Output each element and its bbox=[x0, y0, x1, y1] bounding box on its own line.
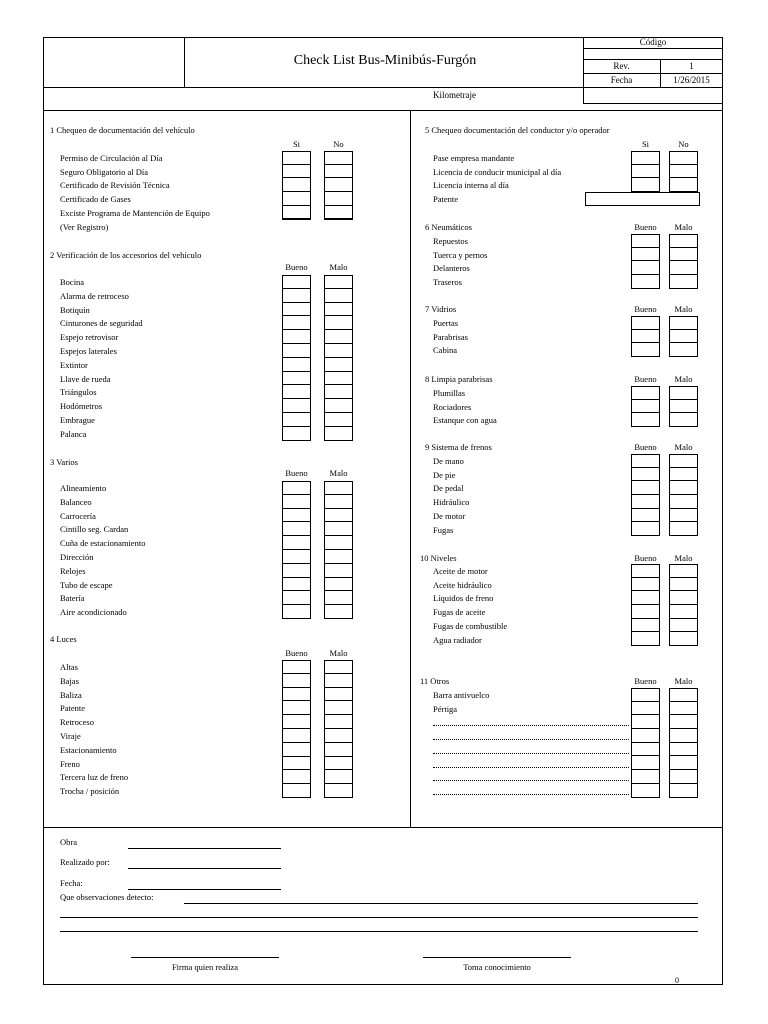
check-cell[interactable] bbox=[324, 481, 353, 495]
check-cell[interactable] bbox=[282, 399, 311, 413]
checklist-item-label: De pedal bbox=[433, 483, 464, 494]
check-cell[interactable] bbox=[669, 481, 698, 495]
check-cell[interactable] bbox=[324, 605, 353, 619]
check-cell[interactable] bbox=[324, 275, 353, 289]
rev-label: Rev. bbox=[613, 61, 630, 71]
check-cell[interactable] bbox=[669, 743, 698, 757]
check-cell[interactable] bbox=[669, 770, 698, 784]
checklist-item-label: Cintillo seg. Cardan bbox=[60, 524, 129, 535]
form-frame bbox=[43, 37, 723, 985]
fecha-label: Fecha bbox=[610, 75, 633, 85]
checklist-item-label: Hodómetros bbox=[60, 401, 103, 412]
check-cell[interactable] bbox=[282, 330, 311, 344]
check-cell[interactable] bbox=[324, 770, 353, 784]
check-cell[interactable] bbox=[324, 674, 353, 688]
check-cell[interactable] bbox=[631, 386, 660, 400]
check-cell[interactable] bbox=[282, 688, 311, 702]
check-cell[interactable] bbox=[324, 688, 353, 702]
section-title: 3 Varios bbox=[50, 457, 78, 467]
check-cell[interactable] bbox=[282, 591, 311, 605]
checklist-item-label: Tuerca y pernos bbox=[433, 249, 488, 260]
checklist-item-label: Cinturones de seguridad bbox=[60, 318, 143, 329]
check-cell[interactable] bbox=[669, 386, 698, 400]
checklist-item-label: Hidráulico bbox=[433, 497, 470, 508]
checklist-item-label: Exciste Programa de Mantención de Equipo bbox=[60, 207, 210, 218]
checklist-item-label: Balanceo bbox=[60, 496, 92, 507]
observaciones-line[interactable] bbox=[60, 931, 698, 932]
check-cell[interactable] bbox=[282, 743, 311, 757]
check-cell[interactable] bbox=[631, 688, 660, 702]
check-cell[interactable] bbox=[324, 578, 353, 592]
checklist-item-label: Delanteros bbox=[433, 263, 470, 274]
checklist-item-label: De motor bbox=[433, 510, 466, 521]
check-cell[interactable] bbox=[282, 564, 311, 578]
toma-label: Toma conocimiento bbox=[463, 962, 531, 972]
check-cell[interactable] bbox=[282, 550, 311, 564]
check-cell[interactable] bbox=[669, 468, 698, 482]
check-cell[interactable] bbox=[631, 591, 660, 605]
column-header: Malo bbox=[674, 374, 693, 384]
checklist-item-label: Batería bbox=[60, 593, 85, 604]
check-cell[interactable] bbox=[669, 633, 698, 647]
checklist-item-label: Estacionamiento bbox=[60, 744, 117, 755]
check-cell[interactable] bbox=[669, 413, 698, 427]
check-cell[interactable] bbox=[631, 729, 660, 743]
rev-value: 1 bbox=[689, 61, 694, 71]
checklist-item-label: Cabina bbox=[433, 345, 458, 356]
column-header: No bbox=[678, 139, 689, 149]
check-cell[interactable] bbox=[631, 261, 660, 275]
check-cell[interactable] bbox=[669, 248, 698, 262]
check-cell[interactable] bbox=[669, 784, 698, 798]
check-cell[interactable] bbox=[631, 770, 660, 784]
check-cell[interactable] bbox=[669, 234, 698, 248]
check-cell[interactable] bbox=[282, 522, 311, 536]
check-cell[interactable] bbox=[324, 729, 353, 743]
check-cell[interactable] bbox=[324, 385, 353, 399]
section-title: 8 Limpia parabrisas bbox=[425, 374, 493, 384]
check-cell[interactable] bbox=[282, 358, 311, 372]
checklist-item-label: Plumillas bbox=[433, 388, 466, 398]
column-header: Bueno bbox=[634, 553, 657, 563]
checklist-item-label: Extintor bbox=[60, 359, 88, 370]
header-rule bbox=[583, 59, 723, 60]
check-cell[interactable] bbox=[324, 564, 353, 578]
check-cell[interactable] bbox=[282, 784, 311, 798]
checklist-item-label: Bajas bbox=[60, 675, 79, 686]
check-cell[interactable] bbox=[669, 151, 698, 165]
kilometraje-label: Kilometraje bbox=[433, 90, 476, 100]
checklist-item-label: Pase empresa mandante bbox=[433, 153, 515, 163]
check-cell[interactable] bbox=[324, 413, 353, 427]
check-cell[interactable] bbox=[631, 523, 660, 537]
checklist-item-label: Palanca bbox=[60, 428, 87, 439]
check-cell[interactable] bbox=[669, 715, 698, 729]
check-cell[interactable] bbox=[324, 427, 353, 441]
section-title: 1 Chequeo de documentación del vehículo bbox=[50, 125, 195, 135]
checklist-item-label: Permiso de Circulación al Día bbox=[60, 153, 163, 163]
check-cell[interactable] bbox=[282, 427, 311, 441]
check-cell[interactable] bbox=[669, 454, 698, 468]
toma-line[interactable] bbox=[423, 957, 571, 958]
section-title: 2 Verificación de los accesorios del vehículo bbox=[50, 250, 202, 260]
check-cell[interactable] bbox=[669, 343, 698, 357]
column-header: Malo bbox=[674, 442, 693, 452]
column-header: Malo bbox=[674, 676, 693, 686]
check-cell[interactable] bbox=[631, 330, 660, 344]
check-cell[interactable] bbox=[282, 536, 311, 550]
column-header: Malo bbox=[674, 222, 693, 232]
check-cell[interactable] bbox=[282, 701, 311, 715]
column-header: Bueno bbox=[634, 222, 657, 232]
section-title: 5 Chequeo documentación del conductor y/o operador bbox=[425, 125, 610, 135]
check-cell[interactable] bbox=[631, 509, 660, 523]
realizado-field[interactable] bbox=[128, 868, 281, 869]
checklist-item-label: Licencia de conducir municipal al día bbox=[433, 166, 562, 177]
check-cell[interactable] bbox=[669, 330, 698, 344]
checklist-item-label: Dirección bbox=[60, 552, 94, 562]
check-cell[interactable] bbox=[631, 151, 660, 165]
check-cell[interactable] bbox=[631, 605, 660, 619]
check-cell[interactable] bbox=[282, 729, 311, 743]
check-cell[interactable] bbox=[324, 550, 353, 564]
check-cell[interactable] bbox=[631, 400, 660, 414]
check-cell[interactable] bbox=[631, 248, 660, 262]
checklist-item-label: Cuña de estacionamiento bbox=[60, 538, 146, 549]
check-cell[interactable] bbox=[631, 413, 660, 427]
page-title: Check List Bus-Minibús-Furgón bbox=[293, 53, 477, 68]
column-header: Malo bbox=[674, 553, 693, 563]
check-cell[interactable] bbox=[631, 178, 660, 192]
check-cell[interactable] bbox=[282, 495, 311, 509]
check-cell[interactable] bbox=[324, 372, 353, 386]
check-cell[interactable] bbox=[324, 701, 353, 715]
check-cell[interactable] bbox=[631, 275, 660, 289]
checklist-item-label: Espejos laterales bbox=[60, 346, 117, 356]
checklist-item-label: Freno bbox=[60, 758, 80, 769]
column-header: Bueno bbox=[285, 262, 308, 272]
check-cell[interactable] bbox=[631, 619, 660, 633]
check-cell[interactable] bbox=[282, 372, 311, 386]
checklist-item-label: De pie bbox=[433, 469, 456, 480]
check-cell[interactable] bbox=[282, 385, 311, 399]
checklist-item-label: Fugas bbox=[433, 524, 454, 535]
check-cell[interactable] bbox=[669, 591, 698, 605]
check-cell[interactable] bbox=[631, 784, 660, 798]
checklist-item-label: Traseros bbox=[433, 277, 462, 288]
checklist-item-label: Licencia interna al día bbox=[433, 180, 509, 191]
column-header: Bueno bbox=[634, 676, 657, 686]
fecha-footer-label: Fecha: bbox=[60, 878, 83, 888]
check-cell[interactable] bbox=[669, 757, 698, 771]
check-cell[interactable] bbox=[631, 481, 660, 495]
header-rule bbox=[43, 87, 583, 88]
checklist-item-label: Líquidos de freno bbox=[433, 593, 494, 604]
check-cell[interactable] bbox=[631, 454, 660, 468]
check-cell[interactable] bbox=[669, 619, 698, 633]
check-cell[interactable] bbox=[282, 481, 311, 495]
check-cell[interactable] bbox=[324, 660, 353, 674]
patente-field[interactable] bbox=[585, 192, 700, 206]
blank-entry-line[interactable] bbox=[433, 780, 629, 781]
check-cell[interactable] bbox=[669, 523, 698, 537]
checklist-item-label: Embrague bbox=[60, 415, 95, 425]
check-cell[interactable] bbox=[282, 178, 311, 192]
column-header: Si bbox=[641, 139, 650, 149]
check-cell[interactable] bbox=[324, 151, 353, 165]
check-cell[interactable] bbox=[631, 633, 660, 647]
checklist-item-label: Bocina bbox=[60, 277, 85, 287]
check-cell[interactable] bbox=[669, 495, 698, 509]
section-title: 4 Luces bbox=[50, 634, 77, 644]
check-cell[interactable] bbox=[324, 289, 353, 303]
check-cell[interactable] bbox=[324, 165, 353, 179]
checklist-item-label: Aceite hidráulico bbox=[433, 579, 492, 590]
check-cell[interactable] bbox=[669, 178, 698, 192]
check-cell[interactable] bbox=[669, 702, 698, 716]
blank-entry-line[interactable] bbox=[433, 753, 629, 754]
column-header: Bueno bbox=[285, 648, 308, 658]
checklist-item-label: Trocha / posición bbox=[60, 786, 120, 797]
check-cell[interactable] bbox=[631, 757, 660, 771]
check-cell[interactable] bbox=[324, 192, 353, 206]
checklist-item-label: Fugas de combustible bbox=[433, 620, 508, 631]
header-rule bbox=[583, 73, 723, 74]
check-cell[interactable] bbox=[324, 509, 353, 523]
check-cell[interactable] bbox=[324, 784, 353, 798]
checklist-item-label: Puertas bbox=[433, 318, 459, 328]
checklist-item-label: Tercera luz de freno bbox=[60, 772, 129, 783]
check-cell[interactable] bbox=[631, 495, 660, 509]
checklist-item-label: Repuestos bbox=[433, 236, 468, 246]
check-cell[interactable] bbox=[669, 564, 698, 578]
check-cell[interactable] bbox=[631, 234, 660, 248]
checklist-item-label: Retroceso bbox=[60, 717, 94, 728]
check-cell[interactable] bbox=[282, 660, 311, 674]
check-cell[interactable] bbox=[282, 674, 311, 688]
checklist-item-label: Barra antivuelco bbox=[433, 690, 490, 700]
check-cell[interactable] bbox=[631, 343, 660, 357]
header-divider bbox=[184, 37, 185, 87]
blank-entry-line[interactable] bbox=[433, 794, 629, 795]
check-cell[interactable] bbox=[324, 757, 353, 771]
check-cell[interactable] bbox=[669, 261, 698, 275]
column-divider bbox=[410, 110, 411, 827]
check-cell[interactable] bbox=[282, 757, 311, 771]
check-cell[interactable] bbox=[282, 275, 311, 289]
header-rule bbox=[583, 87, 723, 88]
header-rule bbox=[583, 103, 723, 104]
realizado-label: Realizado por: bbox=[60, 857, 110, 867]
check-cell[interactable] bbox=[324, 316, 353, 330]
checklist-item-label: (Ver Registro) bbox=[60, 221, 109, 232]
checklist-item-label: Baliza bbox=[60, 689, 82, 700]
checklist-item-label: Certificado de Revisión Técnica bbox=[60, 180, 170, 191]
column-header: Bueno bbox=[634, 442, 657, 452]
check-cell[interactable] bbox=[631, 564, 660, 578]
check-cell[interactable] bbox=[324, 715, 353, 729]
check-cell[interactable] bbox=[282, 192, 311, 206]
check-cell[interactable] bbox=[324, 591, 353, 605]
check-cell[interactable] bbox=[669, 509, 698, 523]
check-cell[interactable] bbox=[669, 400, 698, 414]
check-cell[interactable] bbox=[324, 536, 353, 550]
check-cell[interactable] bbox=[324, 522, 353, 536]
section-title: 9 Sistema de frenos bbox=[425, 442, 492, 452]
observaciones-line[interactable] bbox=[184, 903, 698, 904]
checklist-item-label: Certificado de Gases bbox=[60, 194, 131, 205]
header-rule bbox=[583, 48, 723, 49]
observaciones-line[interactable] bbox=[60, 917, 698, 918]
obra-label: Obra bbox=[60, 837, 77, 847]
checklist-item-label: De mano bbox=[433, 456, 464, 466]
checklist-item-label: Espejo retrovisor bbox=[60, 332, 119, 343]
check-cell[interactable] bbox=[324, 178, 353, 192]
section-title: 10 Niveles bbox=[420, 553, 457, 563]
check-cell[interactable] bbox=[282, 715, 311, 729]
check-cell[interactable] bbox=[282, 578, 311, 592]
obra-field[interactable] bbox=[128, 848, 281, 849]
header-rule bbox=[43, 110, 723, 111]
check-cell[interactable] bbox=[282, 151, 311, 165]
checklist-item-label: Estanque con agua bbox=[433, 415, 497, 426]
blank-entry-line[interactable] bbox=[433, 739, 629, 740]
check-cell[interactable] bbox=[282, 165, 311, 179]
checklist-item-label: Viraje bbox=[60, 731, 81, 741]
blank-entry-line[interactable] bbox=[433, 725, 629, 726]
column-header: Malo bbox=[329, 468, 348, 478]
check-cell[interactable] bbox=[631, 316, 660, 330]
section-title: 11 Otros bbox=[420, 676, 450, 686]
column-header: No bbox=[333, 139, 344, 149]
check-cell[interactable] bbox=[669, 688, 698, 702]
check-cell[interactable] bbox=[631, 743, 660, 757]
checklist-item-label: Triángulos bbox=[60, 387, 97, 398]
column-header: Bueno bbox=[634, 304, 657, 314]
check-cell[interactable] bbox=[324, 330, 353, 344]
checklist-item-label: Patente bbox=[433, 194, 459, 205]
check-cell[interactable] bbox=[669, 578, 698, 592]
column-header: Malo bbox=[329, 262, 348, 272]
check-cell[interactable] bbox=[324, 206, 353, 220]
check-cell[interactable] bbox=[631, 468, 660, 482]
checklist-item-label: Carrocería bbox=[60, 510, 96, 521]
checklist-item-label: Altas bbox=[60, 662, 78, 672]
check-cell[interactable] bbox=[324, 495, 353, 509]
fecha-value: 1/26/2015 bbox=[673, 75, 710, 85]
column-header: Bueno bbox=[634, 374, 657, 384]
checklist-item-label: Agua radiador bbox=[433, 634, 482, 645]
check-cell[interactable] bbox=[631, 715, 660, 729]
check-cell[interactable] bbox=[324, 303, 353, 317]
footer-rule bbox=[43, 827, 723, 828]
check-cell[interactable] bbox=[669, 275, 698, 289]
checklist-item-label: Botiquín bbox=[60, 304, 90, 315]
check-cell[interactable] bbox=[324, 399, 353, 413]
check-cell[interactable] bbox=[282, 509, 311, 523]
check-cell[interactable] bbox=[631, 702, 660, 716]
checklist-item-label: Rociadores bbox=[433, 401, 472, 412]
check-cell[interactable] bbox=[282, 316, 311, 330]
checklist-item-label: Seguro Obligatorio al Día bbox=[60, 166, 149, 177]
observaciones-label: Que observaciones detecto: bbox=[60, 892, 154, 902]
check-cell[interactable] bbox=[669, 729, 698, 743]
column-header: Malo bbox=[674, 304, 693, 314]
check-cell[interactable] bbox=[324, 344, 353, 358]
check-cell[interactable] bbox=[631, 578, 660, 592]
check-cell[interactable] bbox=[631, 165, 660, 179]
check-cell[interactable] bbox=[324, 358, 353, 372]
checklist-item-label: Alineamiento bbox=[60, 483, 107, 493]
blank-entry-line[interactable] bbox=[433, 767, 629, 768]
checklist-item-label: Patente bbox=[60, 703, 86, 714]
column-header: Si bbox=[292, 139, 301, 149]
firma-line[interactable] bbox=[131, 957, 279, 958]
checklist-item-label: Aire acondicionado bbox=[60, 607, 127, 618]
check-cell[interactable] bbox=[282, 206, 311, 220]
check-cell[interactable] bbox=[282, 289, 311, 303]
column-header: Malo bbox=[329, 648, 348, 658]
section-title: 6 Neumáticos bbox=[425, 222, 472, 232]
checklist-item-label: Pértiga bbox=[433, 703, 458, 714]
checklist-item-label: Parabrisas bbox=[433, 331, 468, 342]
section-title: 7 Vidrios bbox=[425, 304, 457, 314]
fecha-field[interactable] bbox=[128, 889, 281, 890]
check-cell[interactable] bbox=[669, 316, 698, 330]
check-cell[interactable] bbox=[282, 770, 311, 784]
checklist-item-label: Fugas de aceite bbox=[433, 607, 486, 618]
checklist-item-label: Aceite de motor bbox=[433, 566, 488, 576]
check-cell[interactable] bbox=[282, 413, 311, 427]
page-mark: 0 bbox=[675, 976, 679, 985]
checklist-item-label: Relojes bbox=[60, 565, 86, 576]
check-cell[interactable] bbox=[669, 605, 698, 619]
check-cell[interactable] bbox=[282, 303, 311, 317]
checklist-item-label: Alarma de retroceso bbox=[60, 290, 129, 301]
check-cell[interactable] bbox=[282, 605, 311, 619]
firma-label: Firma quien realiza bbox=[171, 962, 239, 972]
checklist-item-label: Tubo de escape bbox=[60, 579, 113, 590]
column-header: Bueno bbox=[285, 468, 308, 478]
codigo-label: Código bbox=[639, 37, 667, 47]
check-cell[interactable] bbox=[282, 344, 311, 358]
check-cell[interactable] bbox=[669, 165, 698, 179]
check-cell[interactable] bbox=[324, 743, 353, 757]
checklist-item-label: Llave de rueda bbox=[60, 373, 111, 384]
